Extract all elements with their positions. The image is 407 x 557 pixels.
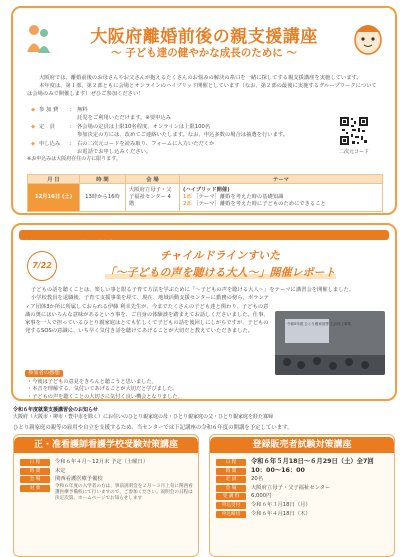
detail-row: 託児をご利用いただけます。※要申込み [77, 115, 172, 122]
date-badge: 7/22 [27, 251, 57, 281]
col-header: 月 日 [28, 175, 80, 184]
course-intro [27, 74, 381, 99]
detail-row: 時 間 10：00～16：00 [216, 467, 390, 476]
program-band: 大阪府ひとり親家庭等生活向上事業 [19, 230, 389, 240]
qr-code[interactable] [339, 116, 369, 146]
family-icon [23, 22, 53, 56]
notice-header [13, 407, 397, 420]
detail-row: 会 場 大阪府立母子・父子福祉センター [216, 484, 390, 493]
session-theme [180, 184, 383, 212]
intro-paragraph: 大阪府では、離婚前後のお母さんやお父さんが抱えるたくさんのお悩みの解決の糸口を一緒に探してする親支援講座を実施しています。 [39, 75, 362, 81]
report-paragraph: 子どもの話を聴くことは、楽しい事と限る子育て方法を学ぶために「～子どもの声を聴ける大人～」をテーマに講習会を開催しました。 [31, 287, 355, 293]
course-subtitle: ～ 子ども達の健やかな成長のために ～ [111, 47, 297, 59]
col-header: テーマ [180, 175, 383, 184]
qr-label: 二次元コード [338, 149, 369, 155]
session-venue: 大阪府立母子・父子福祉センター 4階 [126, 184, 180, 212]
detail-row: 会 場 関西看護医療予備校 [20, 475, 194, 484]
list-item: ・本音を理解する、気付いてあげることが大切だと学びました。 [27, 386, 178, 393]
detail-row: 申込締切 令和６年４月18日（木） [216, 510, 390, 519]
notice-eligibility: 大阪府（大阪市・堺市・豊中市を除く）にお住いのひとり親家庭の母・ひとり親家庭の父・ひとり親家庭を経た寡婦 [13, 413, 274, 420]
schedule-table [27, 174, 383, 212]
detail-row: 対 象 令和６年度の入学者の方は、事前説明会を２月～３月上旬に関西看護医療予備校にて行いますので、ご参加ください。説明会の日程は決定次第、ホームページでお知らせします [20, 484, 194, 502]
card-details [20, 458, 194, 502]
theme-heading: (ハイブリッド開催) [183, 187, 230, 193]
screen-text: 令和5年度 ひとり親家庭等 生活向上事業 [287, 322, 351, 326]
theme-line: 1部 ［テーマ］離婚を考えた時の基礎知識 [183, 194, 284, 200]
flyer-page [9, 0, 399, 557]
session-date: 12月16日 (土) [28, 184, 80, 212]
residency-note: ※お申込みは大阪府在住の方に限ります。 [27, 156, 121, 162]
course-title: 大阪府離婚前後の親支援講座 [90, 27, 318, 47]
table-row [28, 184, 383, 212]
event-photo [275, 311, 385, 375]
session-time: 13時から16時 [80, 184, 126, 212]
list-item: ・子どもの声を聴くことの大切さに気付く良い機会となりました。 [27, 393, 183, 400]
nursing-course-card [13, 434, 199, 557]
detail-row: ◆ 参 加 費 ： 無料 [31, 107, 88, 113]
detail-row: 定 員 20名 [216, 475, 390, 484]
detail-row: ◆ 申し込み ： 右の二次元コードを読み取り、フォームに入力いただくか [31, 140, 215, 147]
intro-paragraph: 本年度は、第１部、第２部ともに会場とオンラインのハイブリッド開催としています（なお、第２部の最後に実施するグループワークについては会場のみで開催します）ぜひご参加ください！ [27, 83, 377, 98]
list-item: ・今後は子どもの意見をきちんと聴こうと思いました。 [27, 379, 157, 385]
notice-body: ひとり親家庭の親等の雇用や自立を支援するため、当センターでは下記講座の令和６年度の開講を予定しています。 [13, 425, 293, 431]
detail-row: ◆ 定 員 ： 各会場の定員は上限10名程度、オンラインは上限100名 [31, 123, 211, 130]
detail-row: お電話でお申し込みください。 [77, 149, 152, 156]
col-header: 時 間 [80, 175, 126, 184]
mascot-icon [351, 18, 385, 58]
detail-row: 受 講 料 6,000円 [216, 492, 390, 501]
theme-line: 2部 ［テーマ］離婚を考えた時に子どものためにできること [183, 201, 326, 207]
course-details [31, 106, 321, 156]
support-course-section [11, 6, 397, 215]
card-title: 正・准看護師看護学校受験対策講座 [14, 437, 198, 453]
card-details [216, 458, 390, 518]
col-header: 会 場 [126, 175, 180, 184]
report-title-2: 「～子どもの声を聴ける大人～」開催レポート [104, 266, 336, 279]
report-title-1: チャイルドラインすいた [159, 249, 281, 262]
report-paragraph: 小学校教員を退職後、子育て支援事業を経て、現在、地域活動支援センターに勤務の傍ら、ボランティア団体3か所に所属しておられる伊藤 利幸先生が、今までたくさんの子ども達と関わり、子どもの意識の奥にはいろんな意味があるという事を、ご自身の体験談を踏まえてお話しくださいました。仕事、家事を一人で担っているひとり親家庭はとても忙しくて子どもの話を後回しにしがちですが、子どもの発するSOSの意識に、いち早く気付き話を聴けてあげることが大切だと教えていただきました。 [25, 295, 270, 335]
event-report-section [11, 223, 397, 401]
audience [275, 355, 385, 375]
detail-row: 時 間 未定 [20, 467, 194, 476]
sales-registration-course-card [209, 434, 395, 557]
notice-tag: 令和６年度就業支援講習会のお知らせ [13, 407, 98, 413]
detail-row: 日 程 令和６年５月18日～６月29日（土）全7回 [216, 458, 390, 467]
card-title: 登録販売者試験対策講座 [210, 437, 394, 453]
detail-row: 日 程 令和６年４月～12月末 予定（土曜日） [20, 458, 194, 467]
detail-row: 参加決定の方には、改めてご連絡いたします。なお、申込多数の場合は抽選を行います。 [77, 132, 289, 139]
impressions-label: 参加者の感想 [25, 370, 63, 377]
impressions-list [27, 379, 287, 401]
detail-row: 申込受付 令和６年３月18日（月） [216, 501, 390, 510]
